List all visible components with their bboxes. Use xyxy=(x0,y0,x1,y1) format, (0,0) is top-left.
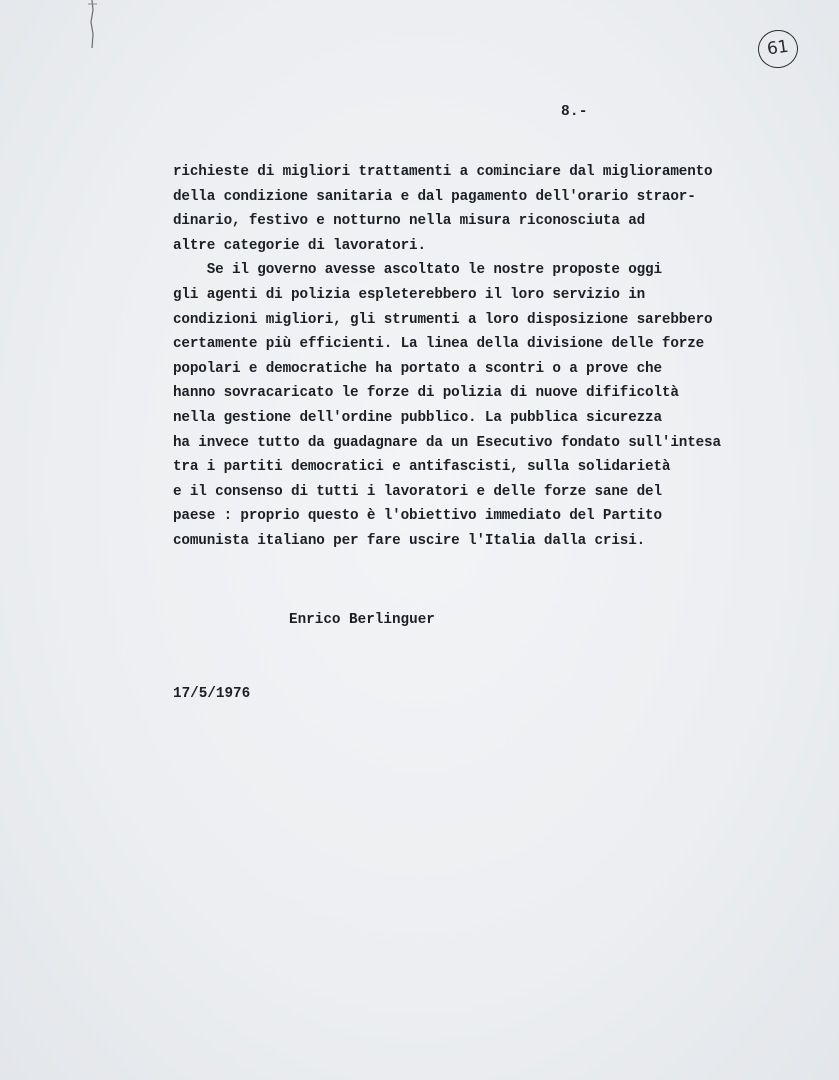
signature-name: Enrico Berlinguer xyxy=(289,612,435,628)
text-line: richieste di migliori trattamenti a cominciare dal miglioramento xyxy=(173,164,713,180)
text-line: certamente più efficienti. La linea della divisione delle forze xyxy=(173,336,705,353)
text-line: tra i partiti democratici e antifascisti, sulla solidarietà xyxy=(173,459,671,476)
text-line: paese : proprio questo è l'obiettivo immediato del Partito xyxy=(173,508,662,525)
text-line: popolari e democratiche ha portato a scontri o a prove che xyxy=(173,360,662,377)
text-line: ha invece tutto da guadagnare da un Esecutivo fondato sull'intesa xyxy=(173,434,721,451)
letter-body xyxy=(173,160,813,554)
text-line: gli agenti di polizia espleterebbero il loro servizio in xyxy=(173,286,646,303)
page-number: 8.- xyxy=(561,104,588,120)
text-line: altre categorie di lavoratori. xyxy=(173,237,426,254)
text-line: Se il governo avesse ascoltato le nostre proposte oggi xyxy=(173,262,662,279)
document-date: 17/5/1976 xyxy=(173,686,251,702)
text-line: comunista italiano per fare uscire l'Italia dalla crisi. xyxy=(173,532,646,549)
text-line: condizioni migliori, gli strumenti a loro disposizione sarebbero xyxy=(173,311,713,328)
archive-number-stamp: 61 xyxy=(756,27,801,70)
text-line: nella gestione dell'ordine pubblico. La pubblica sicurezza xyxy=(173,409,662,426)
text-line: hanno sovracaricato le forze di polizia di nuove difificoltà xyxy=(173,385,679,402)
paper-edge-mark xyxy=(88,0,98,60)
text-line: e il consenso di tutti i lavoratori e delle forze sane del xyxy=(173,483,662,500)
text-line: della condizione sanitaria e dal pagamento dell'orario straor- xyxy=(173,188,696,205)
text-line: dinario, festivo e notturno nella misura riconosciuta ad xyxy=(173,213,646,230)
